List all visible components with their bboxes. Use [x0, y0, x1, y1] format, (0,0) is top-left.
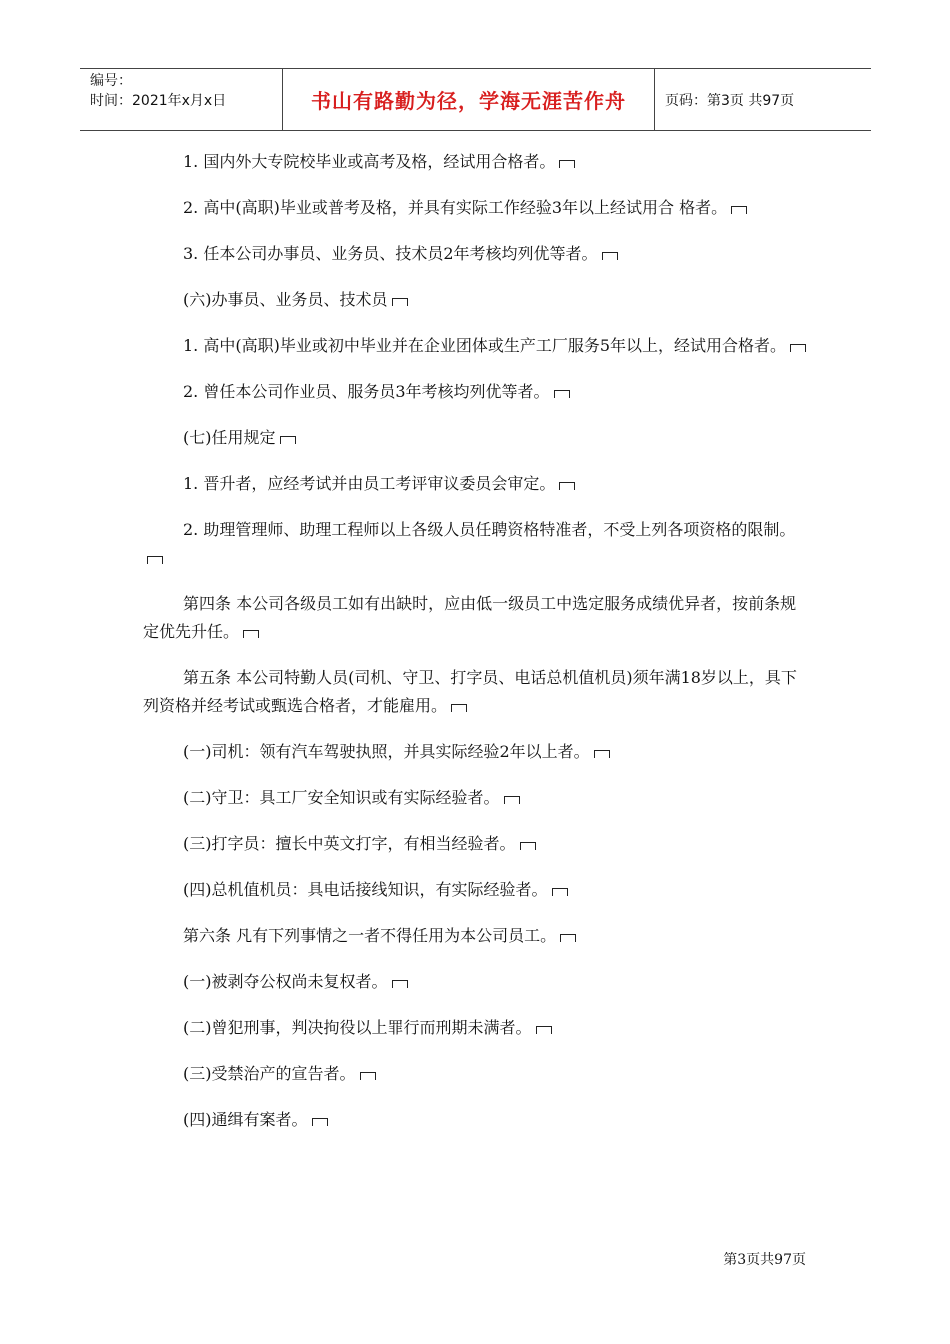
paragraph-mark-icon	[392, 980, 408, 988]
paragraph-mark-icon	[790, 344, 806, 352]
paragraph-mark-icon	[594, 750, 610, 758]
header-motto: 书山有路勤为径，学海无涯苦作舟	[282, 69, 655, 130]
article-paragraph: 第四条 本公司各级员工如有出缺时，应由低一级员工中选定服务成绩优异者，按前条规定优先升任。	[143, 594, 797, 641]
section-heading: (六)办事员、业务员、技术员	[143, 286, 809, 314]
paragraph: (一)被剥夺公权尚未复权者。	[143, 968, 809, 996]
paragraph: (二)曾犯刑事，判决拘役以上罪行而刑期未满者。	[143, 1014, 809, 1042]
paragraph-mark-icon	[360, 1072, 376, 1080]
paragraph-mark-icon	[560, 934, 576, 942]
paragraph-mark-icon	[536, 1026, 552, 1034]
paragraph-mark-icon	[559, 160, 575, 168]
header-meta	[80, 69, 282, 130]
article-paragraph: 第五条 本公司特勤人员(司机、守卫、打字员、电话总机值机员)须年满18岁以上，具下列资格并经考试或甄选合格者，才能雇用。	[143, 668, 797, 715]
paragraph: 1. 国内外大专院校毕业或高考及格，经试用合格者。	[143, 148, 809, 176]
paragraph-mark-icon	[731, 206, 747, 214]
paragraph: (三)打字员：擅长中英文打字，有相当经验者。	[143, 830, 809, 858]
paragraph: 2. 助理管理师、助理工程师以上各级人员任聘资格特准者，不受上列各项资格的限制。	[143, 516, 809, 572]
document-body	[143, 148, 809, 1152]
paragraph-mark-icon	[554, 390, 570, 398]
paragraph-mark-icon	[451, 704, 467, 712]
paragraph: 2. 高中(高职)毕业或普考及格，并具有实际工作经验3年以上经试用合 格者。	[143, 194, 809, 222]
paragraph: 2. 曾任本公司作业员、服务员3年考核均列优等者。	[143, 378, 809, 406]
paragraph: (四)通缉有案者。	[143, 1106, 809, 1134]
section-heading: (七)任用规定	[143, 424, 809, 452]
paragraph-mark-icon	[312, 1118, 328, 1126]
paragraph-mark-icon	[392, 298, 408, 306]
paragraph-mark-icon	[552, 888, 568, 896]
paragraph: (一)司机：领有汽车驾驶执照，并具实际经验2年以上者。	[143, 738, 809, 766]
paragraph-mark-icon	[147, 556, 163, 564]
paragraph: (二)守卫：具工厂安全知识或有实际经验者。	[143, 784, 809, 812]
paragraph: (四)总机值机员：具电话接线知识，有实际经验者。	[143, 876, 809, 904]
paragraph: 1. 晋升者，应经考试并由员工考评审议委员会审定。	[143, 470, 809, 498]
paragraph-mark-icon	[602, 252, 618, 260]
page-header	[80, 68, 871, 131]
paragraph: (三)受禁治产的宣告者。	[143, 1060, 809, 1088]
paragraph: 1. 高中(高职)毕业或初中毕业并在企业团体或生产工厂服务5年以上，经试用合格者。	[143, 332, 809, 360]
paragraph-mark-icon	[280, 436, 296, 444]
paragraph-mark-icon	[504, 796, 520, 804]
article-paragraph: 第六条 凡有下列事情之一者不得任用为本公司员工。	[143, 922, 809, 950]
paragraph-mark-icon	[559, 482, 575, 490]
time-label: 时间：2021年x月x日	[90, 93, 227, 109]
page-footer: 第3页共97页	[723, 1252, 806, 1268]
paragraph: 3. 任本公司办事员、业务员、技术员2年考核均列优等者。	[143, 240, 809, 268]
header-page-number: 页码：第3页 共97页	[665, 92, 795, 109]
paragraph-mark-icon	[243, 630, 259, 638]
number-label: 编号：	[90, 73, 132, 89]
paragraph-mark-icon	[520, 842, 536, 850]
